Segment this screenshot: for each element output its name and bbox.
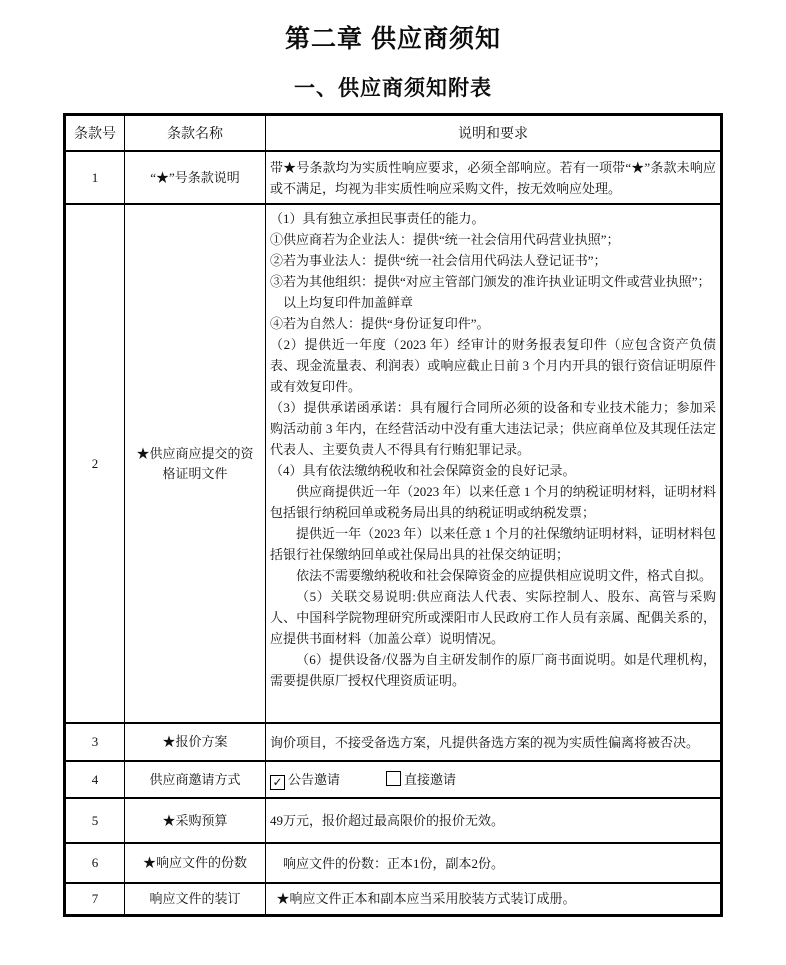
description-text: ★响应文件正本和副本应当采用胶装方式装订成册。 <box>276 891 576 907</box>
description-paragraph: 提供近一年（2023 年）以来任意 1 个月的社保缴纳证明材料，证明材料包括银行社保缴纳回单或社保局出具的社保交纳证明； <box>270 526 716 562</box>
table-header-row <box>65 115 722 152</box>
clause-number: 2 <box>65 204 125 723</box>
table-row <box>65 151 722 204</box>
table-row <box>65 204 722 723</box>
description-paragraph: （1）具有独立承担民事责任的能力。 <box>270 211 485 226</box>
clause-number: 4 <box>65 761 125 798</box>
clause-name: “★”号条款说明 <box>125 151 266 204</box>
clause-number: 1 <box>65 151 125 204</box>
description-paragraph: （4）具有依法缴纳税收和社会保障资金的良好记录。 <box>270 463 576 478</box>
supplier-notice-table <box>63 113 723 917</box>
option-label: 公告邀请 <box>288 772 341 787</box>
clause-description <box>266 883 722 915</box>
document-page <box>0 25 786 965</box>
clause-description <box>266 798 722 843</box>
table-row <box>65 883 722 915</box>
clause-name: ★报价方案 <box>125 723 266 761</box>
description-paragraph: 以上均复印件加盖鲜章 <box>283 295 414 310</box>
checkbox-empty-icon <box>386 771 401 786</box>
option-label: 直接邀请 <box>404 772 457 787</box>
table-body <box>65 151 722 915</box>
clause-description <box>266 761 722 798</box>
description-text: 49万元，报价超过最高限价的报价无效。 <box>270 813 505 828</box>
clause-number: 7 <box>65 883 125 915</box>
table-row <box>65 843 722 883</box>
description-paragraph: （3）提供承诺函承诺：具有履行合同所必须的设备和专业技术能力；参加采购活动前 3 年内，在经营活动中没有重大违法记录；供应商单位及其现任法定代表人、主要负责人不得具有行贿犯罪记录。 <box>270 400 716 457</box>
clause-description <box>266 843 722 883</box>
description-text: 响应文件的份数：正本1份，副本2份。 <box>283 855 505 871</box>
description-text: 带★号条款均为实质性响应要求，必须全部响应。若有一项带“★”条款未响应或不满足，均视为非实质性响应采购文件，按无效响应处理。 <box>270 159 716 196</box>
clause-number: 6 <box>65 843 125 883</box>
clause-name: ★采购预算 <box>125 798 266 843</box>
description-text: 询价项目，不接受备选方案，凡提供备选方案的视为实质性偏离将被否决。 <box>270 734 700 750</box>
table-row <box>65 798 722 843</box>
clause-description <box>266 204 722 723</box>
clause-name: ★供应商应提交的资格证明文件 <box>125 204 266 723</box>
invitation-option-checked <box>270 772 340 787</box>
description-paragraph: （2）提供近一年度（2023 年）经审计的财务报表复印件（应包含资产负债表、现金流量表、利润表）或响应截止日前 3 个月内开具的银行资信证明原件或有效复印件。 <box>270 337 716 394</box>
clause-name: 响应文件的装订 <box>125 883 266 915</box>
clause-name: ★响应文件的份数 <box>125 843 266 883</box>
clause-description <box>266 151 722 204</box>
description-paragraph: 依法不需要缴纳税收和社会保障资金的应提供相应说明文件，格式自拟。 <box>296 568 713 583</box>
table-row <box>65 723 722 761</box>
description-paragraph: ①供应商若为企业法人：提供“统一社会信用代码营业执照”； <box>270 232 620 247</box>
header-description: 说明和要求 <box>266 115 722 152</box>
header-clause-number: 条款号 <box>65 115 125 152</box>
chapter-title: 第二章 供应商须知 <box>285 25 501 53</box>
description-paragraph: 供应商提供近一年（2023 年）以来任意 1 个月的纳税证明材料，证明材料包括银行纳税回单或税务局出具的纳税证明或纳税发票； <box>270 484 716 520</box>
description-paragraph: （5）关联交易说明:供应商法人代表、实际控制人、股东、高管与采购人、中国科学院物理研究所或溧阳市人民政府工作人员有亲属、配偶关系的，应提供书面材料（加盖公章）说明情况。 <box>270 589 716 646</box>
description-paragraph: ③若为其他组织：提供“对应主管部门颁发的准许执业证明文件或营业执照”； <box>270 274 711 289</box>
description-paragraph: ④若为自然人：提供“身份证复印件”。 <box>270 316 490 331</box>
clause-description <box>266 723 722 761</box>
clause-number: 5 <box>65 798 125 843</box>
header-clause-name: 条款名称 <box>125 115 266 152</box>
invitation-option-unchecked <box>386 772 456 787</box>
section-title: 一、供应商须知附表 <box>294 77 492 100</box>
description-paragraph: （6）提供设备/仪器为自主研发制作的原厂商书面说明。如是代理机构，需要提供原厂授权代理资质证明。 <box>270 652 716 688</box>
checkbox-checked-icon: ✓ <box>270 775 285 790</box>
clause-number: 3 <box>65 723 125 761</box>
description-paragraph: ②若为事业法人：提供“统一社会信用代码法人登记证书”； <box>270 253 607 268</box>
clause-name: 供应商邀请方式 <box>125 761 266 798</box>
table-row <box>65 761 722 798</box>
